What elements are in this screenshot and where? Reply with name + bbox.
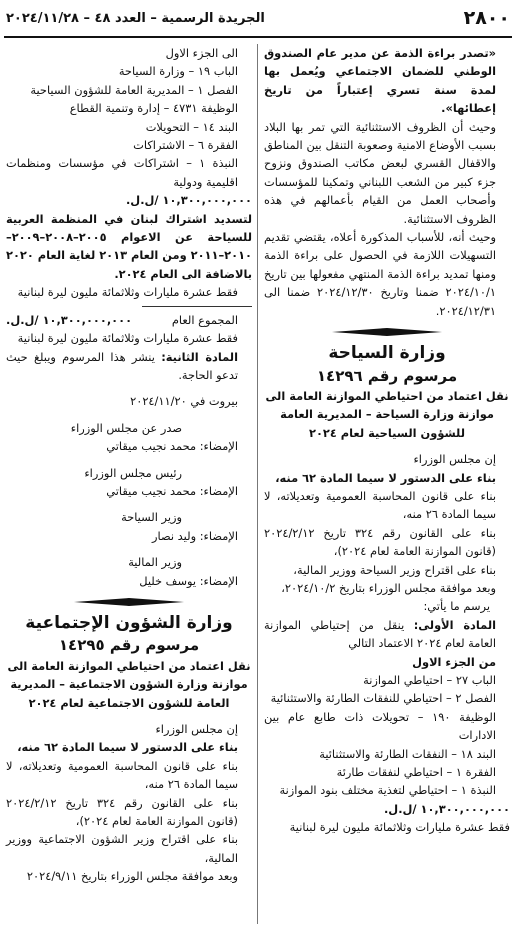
- issued-by: صدر عن مجلس الوزراء: [70, 420, 182, 435]
- section-ornament: [6, 598, 252, 606]
- basis-accounting-law: بناء على قانون المحاسبة العمومية وتعديلاته، لا سيما المادة ٢٦ منه،: [264, 488, 496, 522]
- article-1: [264, 616, 510, 653]
- basis-approval: وبعد موافقة مجلس الوزراء بتاريخ ٢٠٢٤/٩/١١: [26, 869, 238, 884]
- total-rule: [142, 306, 252, 307]
- paragraph: وحيث أنه، للأسباب المذكورة أعلاه، يقتضي تقديم التسهيلات اللازمة في الحصول على براءة الذمة ومنها تمديد براءة الذمة المنتهي مفعولها بين تاريخ ٢٠٢٤/١٠/١ ضمنا وتاريخ ٢٠٢٤/١٢/٣٠ ضمنا الى ٢٠٢٤/١٢/٣١.: [264, 230, 496, 318]
- budget-line: البند ١٤ – التحويلات: [145, 119, 238, 134]
- right-column: [264, 44, 510, 928]
- total-label: [6, 311, 252, 329]
- column-divider: [257, 44, 258, 924]
- council-line: إن مجلس الوزراء: [413, 452, 496, 467]
- basis-proposal: بناء على اقتراح وزير السياحة ووزير المالية،: [293, 562, 496, 577]
- amount-words: فقط عشرة مليارات وثلاثمائة مليون ليرة لبنانية: [289, 820, 510, 835]
- signature: الإمضاء: محمد نجيب ميقاتي: [106, 483, 238, 498]
- article-2-text: ينشر هذا المرسوم ويبلغ حيث تدعو الحاجة.: [6, 349, 238, 382]
- ministry-title: وزارة السياحة: [328, 343, 446, 364]
- decrees-line: يرسم ما يأتي:: [423, 599, 490, 614]
- from-part: من الجزء الاول: [412, 654, 496, 669]
- article-2-label: المادة الثانية:: [161, 349, 238, 364]
- header-divider: [4, 36, 512, 38]
- total-amount: ١٠,٣٠٠,٠٠٠,٠٠٠ /ل.ل.: [6, 312, 133, 327]
- amount-words: فقط عشرة مليارات وثلاثمائة مليون ليرة لبنانية: [17, 285, 238, 300]
- budget-line: النبذة ١ – احتياطي لتغذية مختلف بنود الموازنة: [279, 783, 496, 798]
- budget-line: الفقرة ١ – احتياطي لنفقات طارئة: [336, 765, 496, 780]
- total-label-text: المجموع العام: [171, 312, 238, 327]
- basis-budget-law: بناء على القانون رقم ٣٢٤ تاريخ ٢٠٢٤/٢/١٢ (قانون الموازنة العامة لعام ٢٠٢٤)،: [264, 525, 497, 559]
- budget-line: الوظيفة ١٩٠ – تحويلات ذات طابع عام بين الادارات: [264, 709, 496, 743]
- page-number: ٢٨٠٠: [463, 7, 510, 29]
- basis-constitution: بناء على الدستور لا سيما المادة ٦٢ منه،: [17, 740, 238, 755]
- budget-line: الفصل ١ – المديرية العامة للشؤون السياحية: [30, 82, 238, 97]
- basis-approval: وبعد موافقة مجلس الوزراء بتاريخ ٢٠٢٤/١٠/٢،: [281, 580, 496, 595]
- journal-issue-line: الجريدة الرسمية – العدد ٤٨ – ٢٠٢٤/١١/٢٨: [6, 10, 265, 26]
- finance-minister-title: وزير المالية: [128, 555, 182, 570]
- ministry-title: وزارة الشؤون الإجتماعية: [25, 612, 233, 633]
- to-part: الى الجزء الاول: [165, 46, 238, 60]
- basis-accounting-law: بناء على قانون المحاسبة العمومية وتعديلاته، لا سيما المادة ٢٦ منه،: [6, 758, 238, 792]
- budget-line: البند ١٨ – النفقات الطارئة والاستثنائية: [319, 746, 496, 761]
- signature: الإمضاء: وليد نصار: [152, 528, 238, 543]
- signature: الإمضاء: يوسف خليل: [139, 573, 238, 588]
- article-1-text: ينقل من إحتياطي الموازنة العامة لعام ٢٠٢٤ الاعتماد التالي: [264, 617, 496, 651]
- date-place: بيروت في ٢٠٢٤/١١/٢٠: [130, 394, 238, 409]
- budget-line: الباب ٢٧ – احتياطي الموازنة: [363, 673, 496, 687]
- basis-budget-law: بناء على القانون رقم ٣٢٤ تاريخ ٢٠٢٤/٢/١٢ (قانون الموازنة العامة لعام ٢٠٢٤)،: [6, 795, 239, 829]
- article-1-label: المادة الأولى:: [413, 617, 496, 632]
- budget-line: الباب ١٩ – وزارة السياحة: [118, 64, 238, 79]
- quoted-clause: «تصدر براءة الذمة عن مدير عام الصندوق الوطني للضمان الاجتماعي ويُعمل بها لمدة سنة تسري إعتباراً من تاريخ إعطائها».: [264, 46, 496, 116]
- decree-title: نقل اعتماد من احتياطي الموازنة العامة الى موازنة وزارة السياحة – المديرية العامة للشؤون السياحية لعام ٢٠٢٤: [265, 388, 509, 440]
- council-line: إن مجلس الوزراء: [155, 722, 238, 736]
- amount: ١٠,٣٠٠,٠٠٠,٠٠٠ /ل.ل.: [383, 801, 510, 816]
- paragraph: وحيث أن الظروف الاستثنائية التي تمر بها البلاد بسبب الأوضاع الامنية وصعوبة التنقل بين المناطق والاقفال القسري لبعض مكاتب الصندوق ونزوح جزء كبير من الشعب اللبناني وتمكينا للمؤسسات وأصحاب العمل من القيام بأعمالهم في هذه الظروف الاستثنائية.: [264, 119, 496, 226]
- total-words: فقط عشرة مليارات وثلاثمائة مليون ليرة لبنانية: [17, 331, 238, 346]
- purpose: لتسديد اشتراك لبنان في المنظمة العربية للسياحة عن الاعوام ٢٠٠٥–٢٠٠٨–٢٠٠٩–٢٠١٠–٢٠١١ ومن العام ٢٠١٣ لغاية العام ٢٠٢٠ بالاضافة الى العام ٢٠٢٤.: [6, 211, 252, 281]
- amount: ١٠,٣٠٠,٠٠٠,٠٠٠ /ل.ل.: [125, 193, 252, 208]
- article-2: [6, 348, 252, 385]
- budget-line: الفصل ٢ – احتياطي للنفقات الطارئة والاستثنائية: [270, 691, 496, 706]
- budget-line: الوظيفة ٤٧٣١ – إدارة وتنمية القطاع: [69, 101, 238, 116]
- section-ornament: [264, 328, 510, 336]
- budget-line: الفقرة ٦ – الاشتراكات: [133, 138, 238, 153]
- page-header: [0, 0, 516, 36]
- basis-constitution: بناء على الدستور لا سيما المادة ٦٢ منه،: [275, 470, 496, 485]
- decree-title: نقل اعتماد من احتياطي الموازنة العامة الى موازنة وزارة الشؤون الاجتماعية – المديرية العامة للشؤون الاجتماعية لعام ٢٠٢٤: [7, 658, 251, 710]
- left-column: [6, 44, 252, 928]
- budget-line: النبذة ١ – اشتراكات في مؤسسات ومنظمات اقليمية ودولية: [6, 156, 239, 189]
- decree-number: مرسوم رقم ١٤٢٩٥: [58, 636, 200, 655]
- tourism-minister-title: وزير السياحة: [121, 510, 182, 525]
- decree-number: مرسوم رقم ١٤٢٩٦: [316, 366, 458, 385]
- signature: الإمضاء: محمد نجيب ميقاتي: [106, 439, 238, 454]
- pm-title: رئيس مجلس الوزراء: [84, 465, 182, 480]
- basis-proposal: بناء على اقتراح وزير الشؤون الاجتماعية ووزير المالية،: [6, 832, 238, 865]
